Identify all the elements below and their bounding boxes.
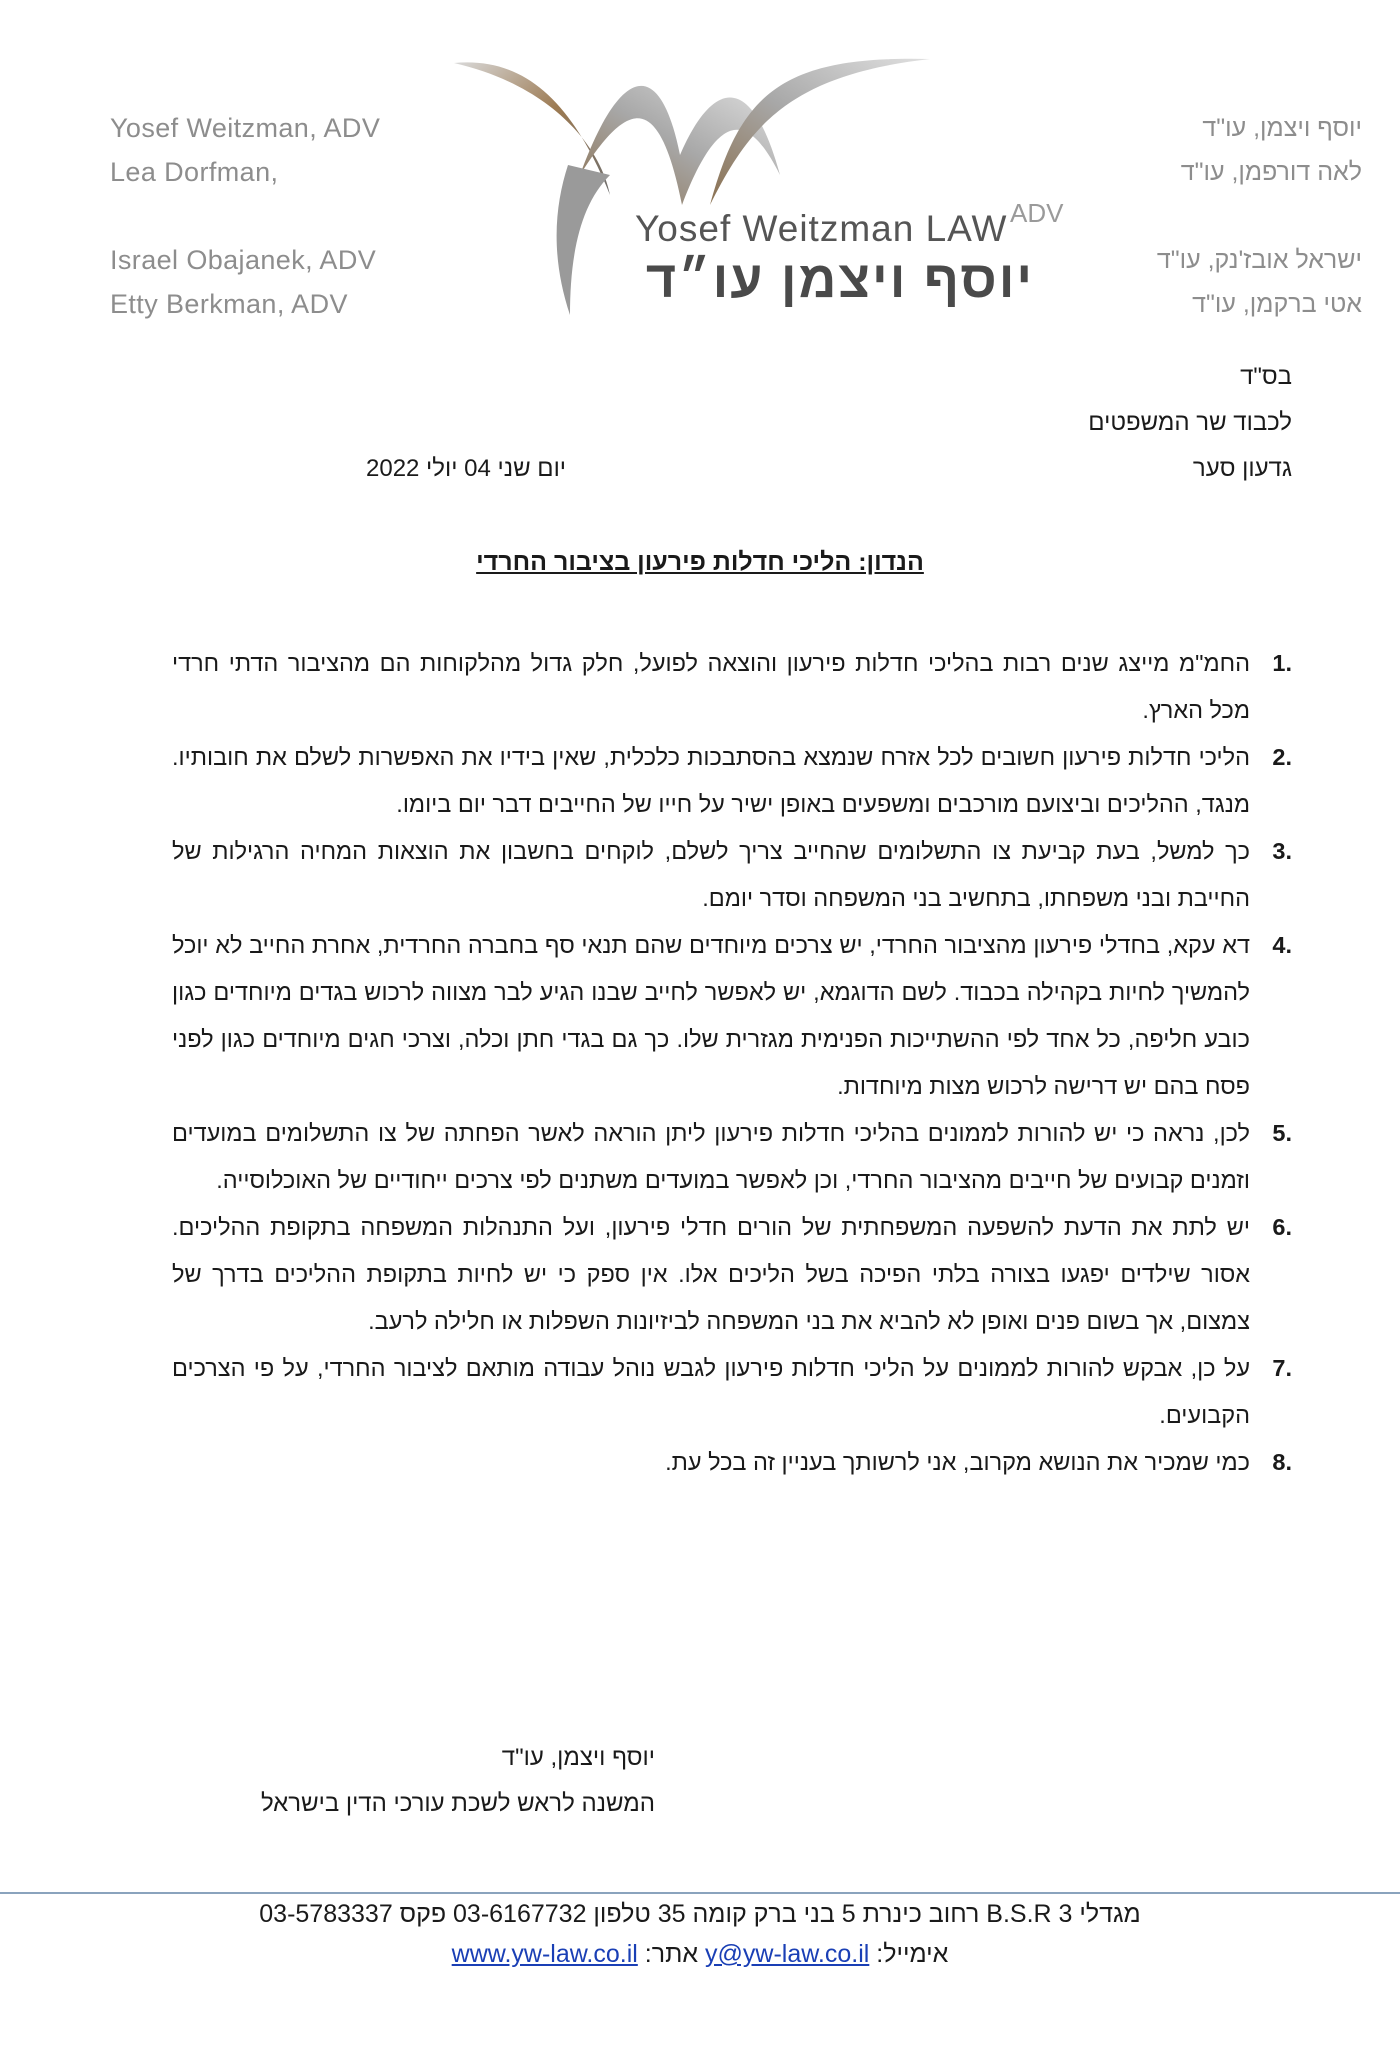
partner-he-4: אטי ברקמן, עו"ד xyxy=(1192,290,1362,318)
list-item: 6. יש לתת את הדעת להשפעה המשפחתית של הורים חדלי פירעון, ועל התנהלות המשפחה בתקופת ההליכים. אסור שילדים יפגעו בצורה בלתי הפיכה בשל הליכים אלו. אין ספק כי יש לחיות בתקופת ההליכים בדרך של צמצום, אך בשום פנים ואופן לא להביא את בני המשפחה לביזיונות השפלות או חלילה לרעב. xyxy=(172,1214,1292,1334)
list-item: 8. כמי שמכיר את הנושא מקרוב, אני לרשותך בעניין זה בכל עת. xyxy=(665,1449,1292,1475)
footer-address: מגדלי B.S.R 3 רחוב כינרת 5 בני ברק קומה 35 טלפון 03-6167732 פקס 03-5783337 xyxy=(259,1900,1141,1928)
addressee-title: לכבוד שר המשפטים xyxy=(1088,409,1292,436)
letter-body xyxy=(172,640,1292,1486)
signature-name: יוסף ויצמן, עו"ד xyxy=(501,1744,655,1771)
logo-name-he: יוסף ויצמן עו״ד xyxy=(645,251,1035,309)
site-label: אתר: xyxy=(644,1940,699,1968)
list-item: 4. דא עקא, בחדלי פירעון מהציבור החרדי, יש צרכים מיוחדים שהם תנאי סף בחברה החרדית, אחרת החייב לא יוכל להמשיך לחיות בקהילה בכבוד. לשם הדוגמא, יש לאפשר לחייב שבנו הגיע לבר מצווה לרכוש בגדים מיוחדים כגון כובע חליפה, כל אחד לפי ההשתייכות הפנימית מגזרית שלו. כך גם בגדי חתן וכלה, וצרכי חגים מיוחדים כגון לפני פסח בהם יש דרישה לרכוש מצות מיוחדות. xyxy=(172,932,1292,1099)
logo-adv: ADV xyxy=(1010,198,1064,228)
bsd-mark: בס"ד xyxy=(1240,363,1292,390)
list-item: 2. הליכי חדלות פירעון חשובים לכל אזרח שנמצא בהסתבכות כלכלית, שאין בידיו את האפשרות לשלם את חובותיו. מנגד, ההליכים וביצועם מורכבים ומשפעים באופן ישיר על חייו של החייבים דבר יום ביומו. xyxy=(172,744,1292,817)
signature-title: המשנה לראש לשכת עורכי הדין בישראל xyxy=(260,1790,655,1817)
list-item: 3. כך למשל, בעת קביעת צו התשלומים שהחייב צריך לשלם, לוקחים בחשבון את הוצאות המחיה הרגילות של החייבת ובני משפחתו, בתחשיב בני המשפחה וסדר יומם. xyxy=(172,838,1292,911)
logo-name-en: Yosef Weitzman LAW xyxy=(635,208,1008,249)
email-link[interactable]: y@yw-law.co.il xyxy=(705,1940,870,1968)
logo-center-swoosh xyxy=(580,86,780,205)
partner-he-2: לאה דורפמן, עו"ד xyxy=(1180,158,1362,186)
list-item: 5. לכן, נראה כי יש להורות לממונים בהליכי חדלות פירעון ליתן הוראה לאשר הפחתה של צו התשלומים במועדים וזמנים קבועים של חייבים מהציבור החרדי, וכן לאפשר במועדים משתנים לפי צרכים ייחודיים של האוכלוסייה. xyxy=(172,1120,1292,1193)
addressee-name: גדעון סער xyxy=(1192,455,1292,482)
list-item: 7. על כן, אבקש להורות לממונים על הליכי חדלות פירעון לגבש נוהל עבודה מותאם לציבור החרדי, על פי הצרכים הקבועים. xyxy=(172,1355,1292,1428)
partner-he-3: ישראל אובז'נק, עו"ד xyxy=(1156,246,1362,274)
footer-divider xyxy=(0,1892,1400,1894)
email-label: אימייל: xyxy=(876,1940,949,1968)
website-link[interactable]: www.yw-law.co.il xyxy=(451,1940,638,1968)
partners-en xyxy=(110,106,470,326)
logo-stem xyxy=(557,165,610,315)
logo-right-swoosh xyxy=(710,59,930,205)
partner-en-3: Israel Obajanek, ADV xyxy=(110,245,377,275)
list-item: 1. החמ"מ מייצג שנים רבות בהליכי חדלות פירעון והוצאה לפועל, חלק גדול מהלקוחות הם מהציבור הדתי חרדי מכל הארץ. xyxy=(172,650,1292,723)
partner-en-2: Lea Dorfman, xyxy=(110,157,279,187)
letter-subject: הנדון: הליכי חדלות פירעון בציבור החרדי xyxy=(476,548,924,576)
letter-date: יום שני 04 יולי 2022 xyxy=(366,455,567,482)
footer-contacts xyxy=(0,1940,1400,1969)
partner-en-4: Etty Berkman, ADV xyxy=(110,289,348,319)
partner-en-1: Yosef Weitzman, ADV xyxy=(110,113,381,143)
partner-he-1: יוסף ויצמן, עו"ד xyxy=(1202,114,1362,142)
